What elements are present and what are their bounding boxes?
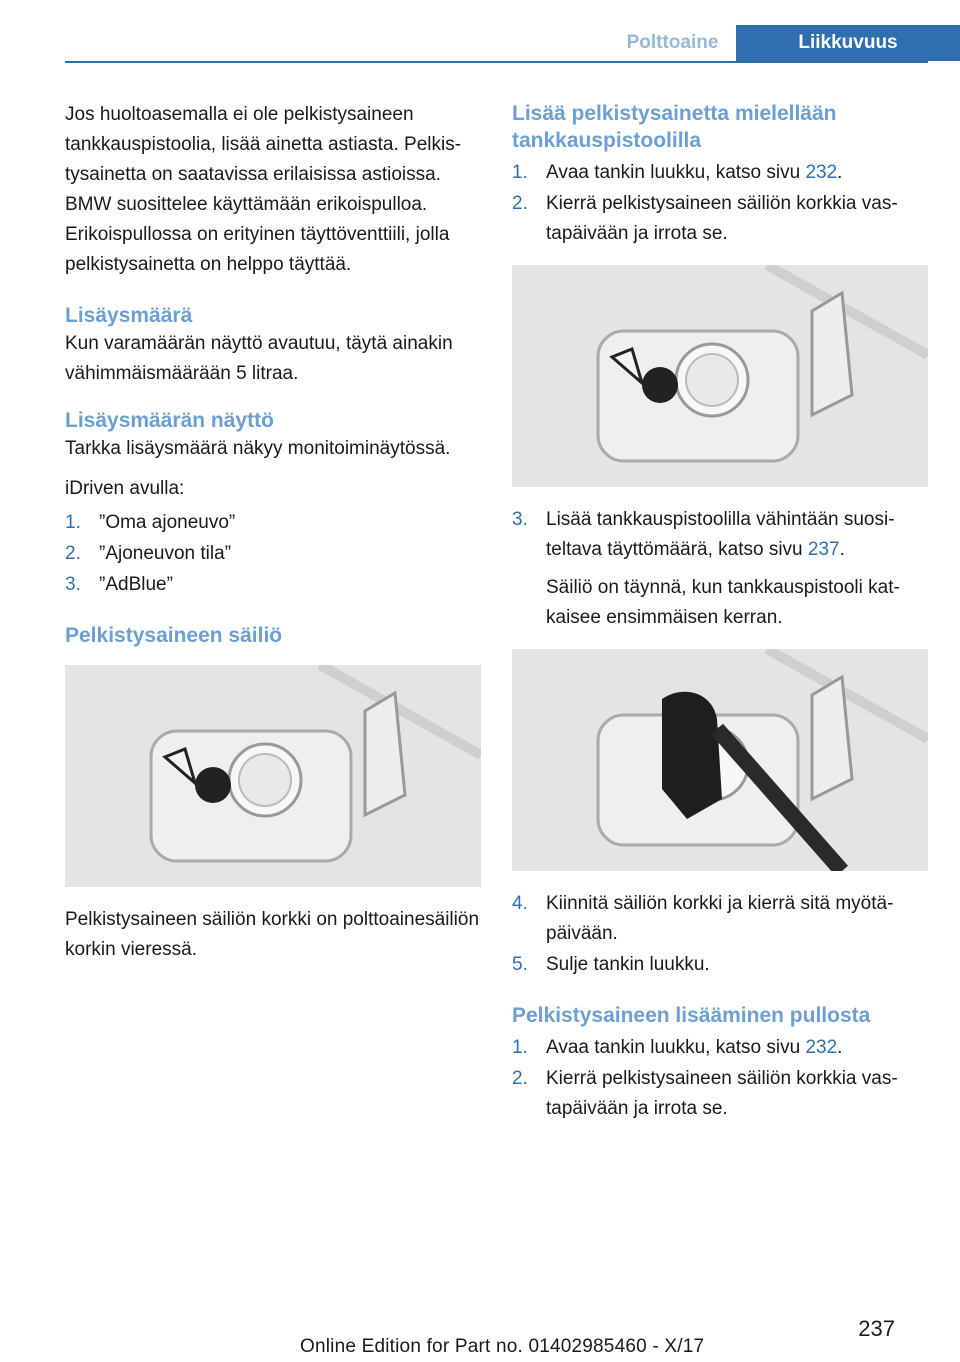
page-link[interactable]: 232 xyxy=(805,1037,838,1058)
idrive-text: iDriven avulla: xyxy=(65,478,185,499)
header-tabs xyxy=(609,25,960,61)
list-item xyxy=(65,570,481,600)
step-text: ”Oma ajoneuvo” xyxy=(99,512,236,533)
sailio-caption: Pelkistysaineen säiliön korkki on polttoainesäiliön korkin vieressä. xyxy=(65,909,480,960)
step-number: 3. xyxy=(512,509,528,530)
right-column xyxy=(512,100,928,1124)
tab-section[interactable]: Polttoaine xyxy=(626,32,719,53)
list-item xyxy=(65,539,481,569)
cap-removal-drawing xyxy=(512,265,928,487)
pistooli-steps-c xyxy=(512,889,928,980)
page-number: 237 xyxy=(858,1316,895,1341)
step-number: 1. xyxy=(65,512,81,533)
step-text: Sulje tankin luukku. xyxy=(546,954,710,975)
step-number: 1. xyxy=(512,162,528,183)
list-item xyxy=(512,189,928,249)
tank-cap-drawing xyxy=(65,665,481,887)
list-item xyxy=(65,508,481,538)
tank-cap-illustration xyxy=(65,665,481,887)
step-number: 3. xyxy=(65,574,81,595)
step-text: ”AdBlue” xyxy=(99,574,173,595)
pistooli-steps-a xyxy=(512,158,928,249)
step-note: Säiliö on täynnä, kun tankkauspistooli katkaisee ensimmäisen kerran. xyxy=(546,577,900,628)
list-item xyxy=(512,1033,928,1063)
idrive-steps xyxy=(65,508,481,600)
step-text-tail: . xyxy=(837,1037,843,1058)
intro-paragraph: Jos huoltoasemalla ei ole pelkistysaineen tankkauspistoolia, lisää ainetta astiasta. Pelkistysainetta on saatavissa erilaisissa astioissa. BMW suosittelee käyttämään erikoispulloa. Erikoispullossa on erityinen täyttöventtiili, jolla pelkistysainetta on helppo täyttää. xyxy=(65,104,462,275)
left-column xyxy=(65,100,481,965)
step-text xyxy=(546,158,928,188)
lisaysmaara-text: Kun varamäärän näyttö avautuu, täytä ainakin vähimmäismäärään 5 litraa. xyxy=(65,333,453,384)
step-number: 5. xyxy=(512,954,528,975)
naytto-text: Tarkka lisäysmäärä näkyy monitoiminäytössä. xyxy=(65,438,451,459)
heading-naytto: Lisäysmäärän näyttö xyxy=(65,409,274,432)
header-divider xyxy=(65,61,928,63)
step-text-body: Avaa tankin luukku, katso sivu xyxy=(546,162,806,183)
pistooli-steps-b xyxy=(512,505,928,633)
heading-sailio: Pelkistysaineen säiliö xyxy=(65,624,283,647)
step-text-body: Avaa tankin luukku, katso sivu xyxy=(546,1037,806,1058)
step-text-body: Lisää tankkauspistoolilla vähintään suositeltava täyttömäärä, katso sivu xyxy=(546,509,895,560)
step-text: Kierrä pelkistysaineen säiliön korkkia vastapäivään ja irrota se. xyxy=(546,1068,898,1119)
edition-footer: Online Edition for Part no. 01402985460 - X/17 xyxy=(300,1336,705,1357)
pullosta-steps xyxy=(512,1033,928,1124)
list-item xyxy=(512,1064,928,1124)
step-text xyxy=(546,505,928,633)
step-text-tail: . xyxy=(839,539,845,560)
page-link[interactable]: 237 xyxy=(807,539,840,560)
nozzle-illustration xyxy=(512,649,928,871)
step-number: 2. xyxy=(65,543,81,564)
nozzle-drawing xyxy=(512,649,928,871)
list-item xyxy=(512,158,928,188)
list-item xyxy=(512,889,928,949)
step-number: 2. xyxy=(512,193,528,214)
step-text: Kiinnitä säiliön korkki ja kierrä sitä myötäpäivään. xyxy=(546,893,894,944)
list-item xyxy=(512,950,928,980)
step-number: 1. xyxy=(512,1037,528,1058)
step-text xyxy=(546,1033,928,1063)
heading-pistooli: Lisää pelkistysainetta mielellään tankkauspistoolilla xyxy=(512,102,837,152)
heading-lisaysmaara: Lisäysmäärä xyxy=(65,304,193,327)
cap-removal-illustration xyxy=(512,265,928,487)
heading-pullosta: Pelkistysaineen lisääminen pullosta xyxy=(512,1004,871,1027)
step-text: ”Ajoneuvon tila” xyxy=(99,543,232,564)
step-number: 4. xyxy=(512,893,528,914)
step-number: 2. xyxy=(512,1068,528,1089)
step-text: Kierrä pelkistysaineen säiliön korkkia vastapäivään ja irrota se. xyxy=(546,193,898,244)
step-text-tail: . xyxy=(837,162,843,183)
list-item xyxy=(512,505,928,633)
page-link[interactable]: 232 xyxy=(805,162,838,183)
tab-chapter[interactable]: Liikkuvuus xyxy=(736,25,960,61)
